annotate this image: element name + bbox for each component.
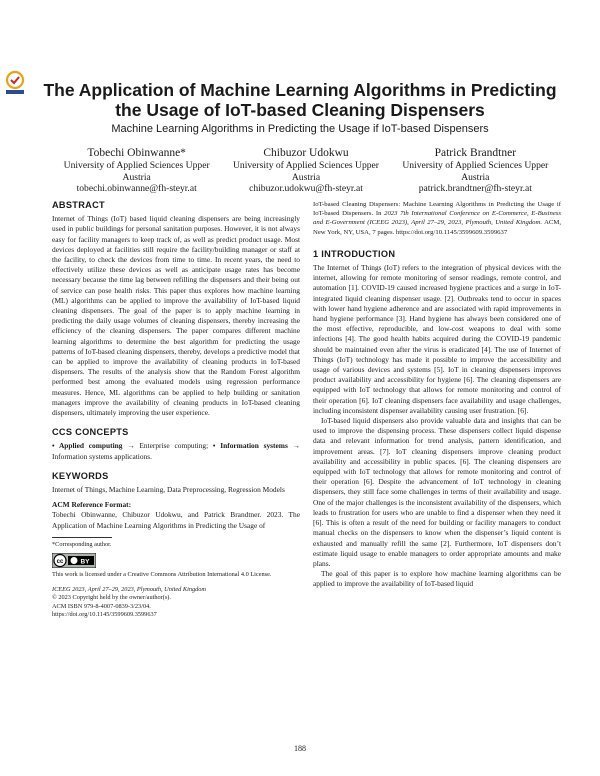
abstract-text: Internet of Things (IoT) based liquid cleaning dispensers are being increasingly used in public buildings for personal sanitation purposes. However, it is not always easy for facility managers to keep track of, as well as predict product usage. Most devices deployed at facilities still require the facility/building manager or staff at the facility, to check the devices from time to time. In recent years, the need to effectively utilize these devices as well as anticipate usage rates has become necessary because the time lag between refilling the dispensers and their being out of service can pose health risks. This paper thus explores how machine learning (ML) algorithms can be applied to improve the availability of IoT-based liquid cleaning dispensers. The goal of the paper is to apply machine learning in predicting the daily usage volumes of cleaning dispensers, thereby increasing the efficiency of the cleaning dispensers. The paper compares different machine learning algorithms to determine the best algorithm for predicting the usage patterns of IoT-based cleaning dispensers, thereby, develops a predictive model that can be applied to improve the availability of cleaning products in IoT-based dispensers. The results of the analysis show that the Random Forest algorithm performed best among the evaluated models using regression performance measures. Hence, ML algorithms can be applied to help building or sanitation managers improve the availability of cleaning products in IoT-based cleaning dispensers, ultimately improving the user experience. bbox=[52, 214, 300, 418]
author-2 bbox=[221, 146, 390, 195]
author-block bbox=[52, 146, 560, 195]
intro-paragraph-3: The goal of this paper is to explore how machine learning algorithms can be applied to improve the availability of IoT-based liquid bbox=[313, 569, 561, 589]
author-affiliation: University of Applied Sciences Upper bbox=[402, 160, 549, 171]
author-affiliation: University of Applied Sciences Upper bbox=[63, 160, 210, 171]
ccs-concepts bbox=[52, 441, 300, 461]
author-3 bbox=[391, 146, 560, 195]
license-text: This work is licensed under a Creative Commons Attribution International 4.0 License. bbox=[52, 571, 272, 579]
footnote: *Corresponding author. bbox=[52, 540, 112, 548]
author-affiliation-country: Austria bbox=[461, 171, 490, 183]
acm-reference-heading: ACM Reference Format: bbox=[52, 500, 132, 510]
creative-commons-icon bbox=[52, 553, 96, 568]
ccs-term-detail: → Enterprise computing; bbox=[122, 441, 213, 451]
author-1 bbox=[52, 146, 221, 195]
footnote-rule bbox=[52, 537, 112, 538]
cc-label: cc bbox=[56, 559, 64, 566]
cc-license-badge[interactable] bbox=[52, 553, 300, 568]
paper-subtitle: Machine Learning Algorithms in Predicting the Usage if IoT-based Dispensers bbox=[111, 123, 489, 135]
ccs-term-detail: → Information systems applications. bbox=[52, 441, 300, 461]
author-email[interactable]: chibuzor.udokwu@fh-steyr.at bbox=[249, 183, 363, 195]
cc-by-label: BY bbox=[80, 558, 90, 566]
keywords-text: Internet of Things, Machine Learning, Data Preprocessing, Regression Models bbox=[52, 485, 285, 495]
reference-venue: 2023 7th International Conference on E-Commerce, E-Business and E-Government (ICEEG 2023), April 27–29, 2023, Plymouth, United Kingdom. bbox=[313, 210, 561, 227]
doi-link[interactable]: https://doi.org/10.1145/3599609.3599637 bbox=[52, 610, 157, 618]
intro-paragraph-1: The Internet of Things (IoT) refers to the integration of physical devices with the internet, allowing for remote monitoring of sensor readings, remote control, and automation [1]. COVID-19 caused increased hygiene practices and a surge in IoT-integrated liquid cleaning dispenser usage. [2]. Outbreaks tend to occur in spaces with lower hand hygiene adherence and are associated with rapid improvements in hand hygiene performance [3]. Hand hygiene has always been considered one of the most effective, reproducible, and low-cost weapons to deal with some infections [4]. The good health habits acquired during the COVID-19 pandemic should be maintained even after the virus is eradicated [4]. The use of Internet of Things (IoT) technology has made it possible to improve the accessibility and usage of various devices and systems [5]. IoT in cleaning dispensers improves product availability and accessibility for hygiene [6]. The cleaning dispensers are equipped with IoT technology that allows for remote monitoring and control of their operation [6]. IoT cleaning dispensers face availability and usage challenges, including inconsistent dispenser availability causing user frustration. [6]. bbox=[313, 263, 561, 415]
ccs-heading: CCS CONCEPTS bbox=[52, 427, 129, 438]
right-column bbox=[313, 200, 561, 590]
author-name: Patrick Brandtner bbox=[434, 147, 517, 159]
author-affiliation-country: Austria bbox=[122, 171, 151, 183]
paper-title bbox=[0, 80, 600, 120]
author-name: Tobechi Obinwanne* bbox=[87, 147, 186, 159]
acm-reference-text: Tobechi Obinwanne, Chibuzor Udokwu, and Patrick Brandtner. 2023. The Application of Machine Learning Algorithms in Predicting the Usage of bbox=[52, 510, 300, 530]
author-name: Chibuzor Udokwu bbox=[263, 147, 349, 159]
keywords-heading: KEYWORDS bbox=[52, 470, 109, 481]
copyright-line: © 2023 Copyright held by the owner/author(s). bbox=[52, 594, 171, 602]
left-column bbox=[52, 200, 300, 619]
abstract-heading: ABSTRACT bbox=[52, 200, 105, 210]
reference-part: IoT-based Cleaning Dispensers: Machine Learning Algorithms in Predicting the Usage if IoT-based Dispensers. In bbox=[313, 201, 561, 218]
author-affiliation: University of Applied Sciences Upper bbox=[232, 160, 379, 171]
author-affiliation-country: Austria bbox=[291, 171, 321, 183]
author-email[interactable]: tobechi.obinwanne@fh-steyr.at bbox=[76, 183, 197, 195]
reference-part: ACM, New York, NY, USA, 7 pages. https://doi.org/10.1145/3599609.3599637 bbox=[313, 219, 561, 236]
introduction-heading: 1 INTRODUCTION bbox=[313, 248, 396, 259]
ccs-term: • Information systems bbox=[212, 441, 288, 451]
ccs-term: • Applied computing bbox=[52, 441, 123, 451]
title-line-2: the Usage of IoT-based Cleaning Dispensers bbox=[115, 100, 485, 120]
title-line-1: The Application of Machine Learning Algorithms in Predicting bbox=[43, 80, 557, 100]
reference-continuation bbox=[313, 200, 561, 237]
isbn-line: ACM ISBN 979-8-4007-0839-3/23/04. bbox=[52, 602, 151, 610]
author-email[interactable]: patrick.brandtner@fh-steyr.at bbox=[418, 183, 532, 195]
page-number: 188 bbox=[294, 744, 306, 753]
conference-line bbox=[52, 586, 300, 594]
intro-paragraph-2: IoT-based liquid dispensers also provide valuable data and insights that can be used to improve the dispensing process. These dispensers collect liquid dispense data and relevant information for trend analysis, pattern identification, and improvement areas. [7]. IoT cleaning dispensers improve cleaning product availability and accessibility in public spaces. [6]. The cleaning dispensers are equipped with IoT technology that allows for remote monitoring and control of their operation [6]. Despite the advancement of IoT technology in cleaning dispensers, they still face some challenges in terms of their availability and usage. One of the major challenges is the inconsistent availability of the dispensers, which leads to frustration for users who are unable to find a dispenser when they need it [6]. This is often a result of the need for building or facility managers to conduct manual checks on the dispensers to know when the dispenser’s liquid content is exhausted and manually refill the same [2]. Furthermore, IoT dispensers don’t estimate liquid usage to enable managers to order appropriate amounts and make plans. bbox=[313, 416, 561, 568]
conference-name: ICEEG 2023, April 27–29, 2023, Plymouth, United Kingdom bbox=[52, 585, 206, 593]
